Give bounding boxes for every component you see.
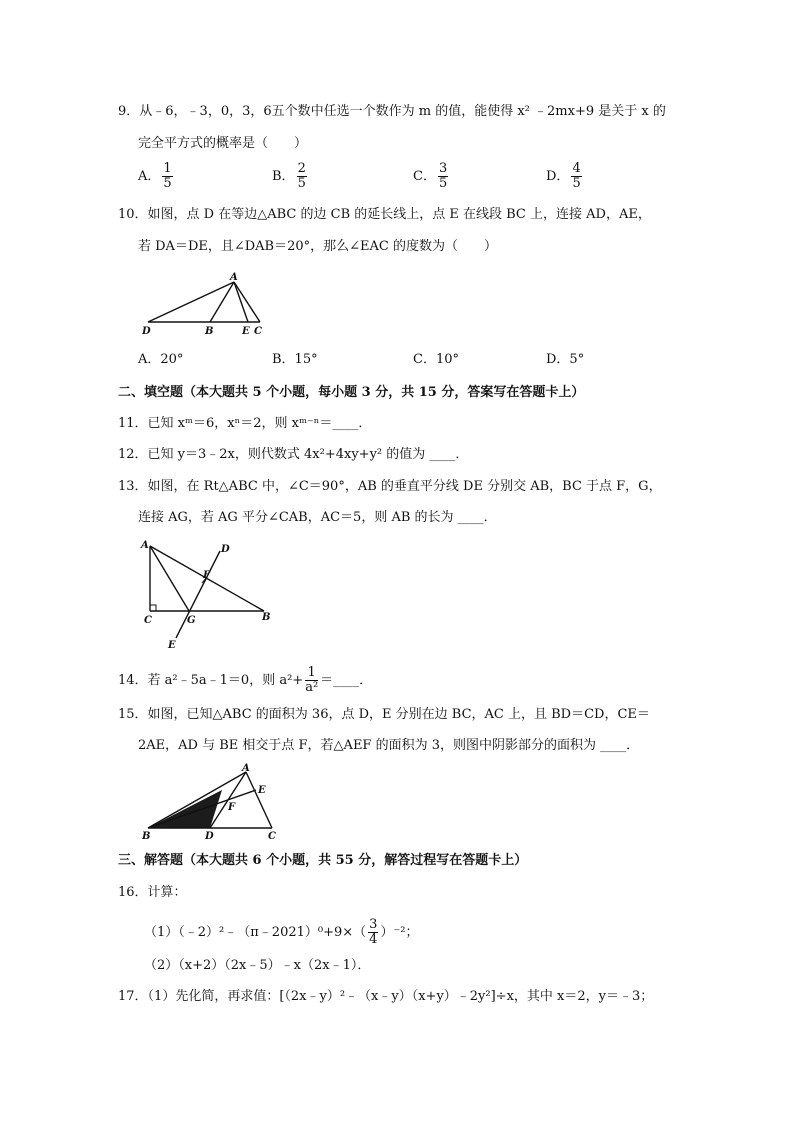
q13-line2: 连接 AG，若 AG 平分∠CAB，AC＝5，则 AB 的长为 ____． bbox=[138, 510, 497, 525]
q9-line2: 完全平方式的概率是（ ） bbox=[138, 136, 308, 151]
q10-option-b: B．15° bbox=[272, 352, 318, 367]
q13-label-a: A bbox=[141, 540, 149, 551]
q13-label-f: F bbox=[203, 570, 211, 581]
q9-option-b: B． $\frac{2}{5}$ bbox=[272, 161, 306, 191]
section-3-heading: 三、解答题（本大题共 6 个小题，共 55 分，解答过程写在答题卡上） bbox=[118, 853, 528, 868]
q10-line2: 若 DA＝DE，且∠DAB＝20°，那么∠EAC 的度数为（ ） bbox=[138, 239, 498, 254]
q13-line1: 13．如图，在 Rt△ABC 中，∠C＝90°，AB 的垂直平分线 DE 分别交 AB，BC 于点 F，G， bbox=[118, 479, 662, 494]
q9-option-c: C． $\frac{3}{5}$ bbox=[413, 161, 448, 191]
q15-label-e: E bbox=[258, 785, 266, 796]
q12-text: 12．已知 y＝3﹣2x，则代数式 4x²+4xy+y² 的值为 ____． bbox=[118, 447, 469, 462]
q16-title: 16．计算： bbox=[118, 885, 187, 900]
q13-label-e: E bbox=[168, 640, 176, 651]
section-2-heading: 二、填空题（本大题共 5 个小题，每小题 3 分，共 15 分，答案写在答题卡上） bbox=[118, 385, 585, 400]
q15-label-b: B bbox=[142, 831, 151, 842]
q10-option-c: C．10° bbox=[413, 352, 459, 367]
q10-label-c: C bbox=[254, 326, 262, 337]
q10-line1: 10．如图，点 D 在等边△ABC 的边 CB 的延长线上，点 E 在线段 BC 上，连接 AD，AE， bbox=[118, 207, 651, 222]
q16-part2: （2）（x+2）（2x﹣5）﹣x（2x﹣1）． bbox=[144, 958, 371, 973]
q15-line2: 2AE，AD 与 BE 相交于点 F，若△AEF 的面积为 3，则图中阴影部分的面积为 ____． bbox=[138, 738, 640, 753]
q15-label-f: F bbox=[228, 802, 236, 813]
q10-option-d: D．5° bbox=[546, 352, 585, 367]
q15-shaded-triangle-figure bbox=[138, 762, 283, 842]
q9-option-d: D． $\frac{4}{5}$ bbox=[546, 161, 581, 191]
q13-label-g: G bbox=[187, 615, 196, 626]
q10-option-a: A．20° bbox=[138, 352, 184, 367]
q10-label-a: A bbox=[230, 272, 238, 283]
q11-text: 11．已知 xᵐ＝6，xⁿ＝2，则 xᵐ⁻ⁿ＝____． bbox=[118, 416, 372, 431]
q17-text: 17．（1）先化简，再求值：[（2x﹣y）²﹣（x﹣y）（x+y）﹣2y²]÷x，其中 x＝2，y＝﹣3； bbox=[118, 989, 654, 1004]
q13-right-triangle-figure bbox=[138, 536, 273, 652]
q9-line1: 9．从﹣6，﹣3，0，3，6五个数中任选一个数作为 m 的值，能使得 x² ﹣2mx+9 是关于 x 的 bbox=[118, 104, 666, 119]
q13-label-b: B bbox=[262, 612, 271, 623]
q13-label-c: C bbox=[144, 615, 152, 626]
q10-label-d: D bbox=[142, 326, 151, 337]
q10-label-b: B bbox=[205, 326, 214, 337]
q13-label-d: D bbox=[221, 544, 230, 555]
q15-label-d: D bbox=[205, 831, 214, 842]
q10-label-e: E bbox=[242, 326, 250, 337]
q16-part1: （1）（﹣2）²﹣（π﹣2021）⁰+9×（ $\frac{3}{4}$ ）⁻²； bbox=[144, 917, 419, 947]
q9-option-a: A． $\frac{1}{5}$ bbox=[138, 161, 172, 191]
q14-text: 14．若 a²﹣5a﹣1＝0，则 a²+ $\frac{1}{\text{a²}}$ ＝____． bbox=[118, 665, 373, 695]
q15-label-a: A bbox=[242, 763, 250, 774]
q10-triangle-figure bbox=[138, 270, 270, 342]
q15-line1: 15．如图，已知△ABC 的面积为 36，点 D，E 分别在边 BC，AC 上，且 BD＝CD，CE＝ bbox=[118, 707, 650, 722]
q15-label-c: C bbox=[268, 831, 276, 842]
